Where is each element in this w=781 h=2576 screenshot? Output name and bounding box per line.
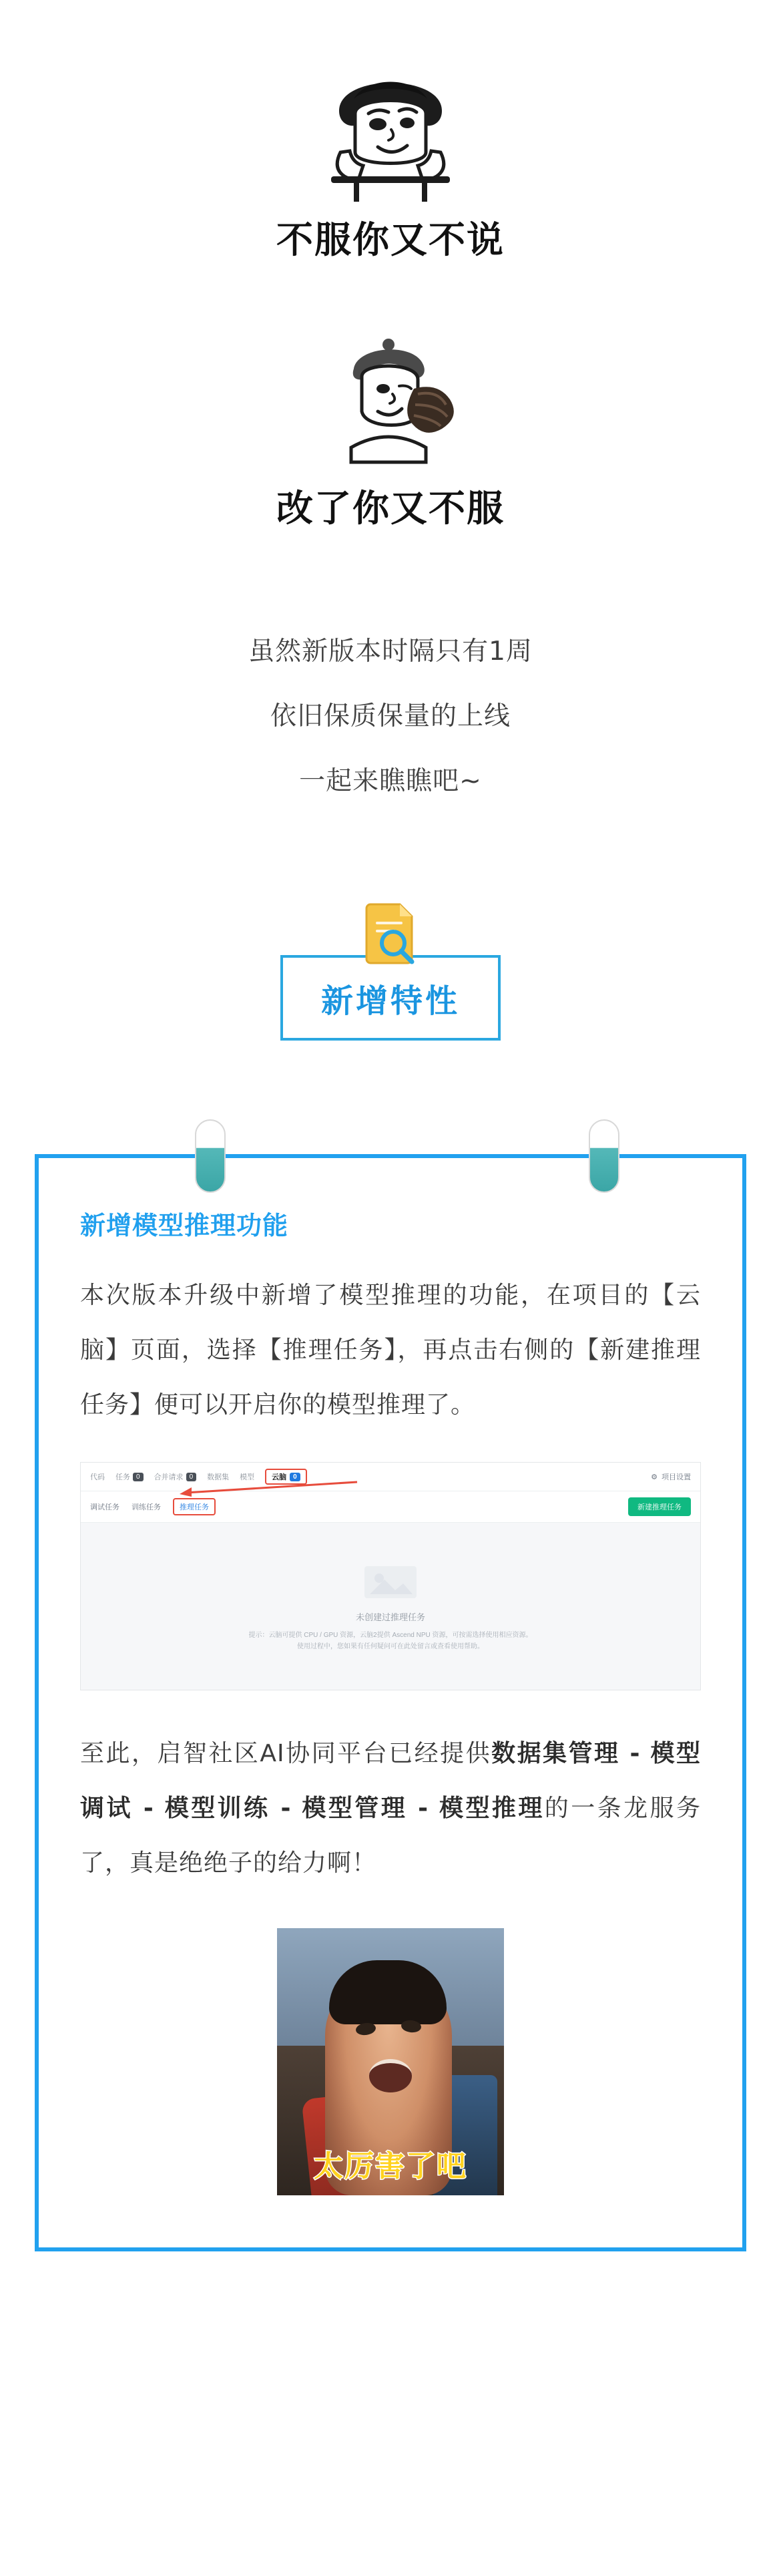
screenshot-nav-cloudbrain-badge: 0 (290, 1473, 300, 1481)
meme-image-top (314, 52, 467, 216)
screenshot-tab-debug-label: 调试任务 (90, 1503, 119, 1511)
screenshot-new-inference-task-button[interactable] (628, 1497, 691, 1516)
screenshot-tab-inference-label: 推理任务 (180, 1503, 209, 1511)
screenshot-tabbar (81, 1491, 700, 1523)
screenshot-nav-model[interactable] (240, 1471, 254, 1482)
clip-decoration-right (589, 1119, 619, 1193)
clip-decoration-left (195, 1119, 226, 1193)
intro-line-2: 依旧保质保量的上线 (270, 701, 511, 731)
screenshot-topbar (81, 1463, 700, 1491)
card-paragraph-2-bold: 数据集管理 - 模型调试 - 模型训练 - 模型管理 - 模型推理 (80, 1740, 701, 1822)
meme-block-second (0, 260, 781, 529)
screenshot-nav-pulls-label: 合并请求 (154, 1473, 184, 1481)
intro-line-3: 一起来瞧瞧吧~ (299, 766, 482, 796)
screenshot-tab-train-label: 训练任务 (132, 1503, 161, 1511)
section-title-box (280, 955, 501, 1041)
screenshot-project-settings[interactable] (651, 1471, 691, 1482)
screenshot-nav-issues-label: 任务 (115, 1473, 130, 1481)
card-paragraph-1: 本次版本升级中新增了模型推理的功能，在项目的【云脑】页面，选择【推理任务】，再点击右侧的【新建推理任务】便可以开启你的模型推理了。 (80, 1282, 701, 1419)
screenshot-new-inference-task-label: 新建推理任务 (637, 1503, 682, 1511)
meme-image-second (314, 327, 467, 484)
screenshot-nav-code[interactable] (90, 1471, 105, 1482)
feature-card (35, 1154, 746, 2251)
empty-state-note-line2-text: 使用过程中，您如果有任何疑问可在此处留言或查看使用帮助。 (296, 1642, 484, 1650)
meme-mouth (369, 2059, 412, 2092)
card-paragraph-2-prefix: 至此，启智社区AI协同平台已经提供 (80, 1740, 492, 1767)
screenshot-nav-cloudbrain-label: 云脑 (272, 1473, 287, 1481)
screenshot-nav-issues-badge: 0 (133, 1473, 144, 1481)
bottom-meme-wrapper (80, 1928, 701, 2195)
screenshot-nav-dataset[interactable] (207, 1471, 229, 1482)
section-title: 新增特性 (320, 982, 460, 1020)
screenshot-nav-model-label: 模型 (240, 1473, 255, 1481)
bottom-meme-image (277, 1928, 504, 2195)
product-screenshot (80, 1462, 701, 1690)
intro-line-1: 虽然新版本时隔只有1周 (248, 636, 533, 667)
empty-state-note-line1: 提示：云脑可提供 CPU / GPU 资源，云脑2提供 Ascend NPU 资源，可按需选择使用相应资源。 (248, 1631, 533, 1639)
screenshot-tab-debug[interactable] (90, 1501, 119, 1512)
empty-state-text: 未创建过推理任务 (355, 1612, 425, 1622)
screenshot-nav-cloudbrain[interactable] (265, 1469, 307, 1485)
meme-block-top (0, 0, 781, 260)
card-title: 新增模型推理功能 (80, 1211, 289, 1240)
empty-state-note (248, 1630, 532, 1652)
screenshot-nav-pulls[interactable] (154, 1471, 197, 1482)
screenshot-project-settings-label: 项目设置 (662, 1473, 691, 1481)
screenshot-nav-pulls-badge: 0 (186, 1473, 197, 1481)
screenshot-empty-state (81, 1523, 700, 1690)
screenshot-nav-code-label: 代码 (90, 1473, 105, 1481)
feature-card-wrapper (35, 1154, 746, 2251)
screenshot-tab-train[interactable] (132, 1501, 161, 1512)
empty-state-icon (360, 1561, 421, 1604)
card-paragraph-2 (80, 1726, 701, 1891)
section-header (0, 899, 781, 1041)
meme-caption-top: 不服你又不说 (276, 218, 505, 261)
card-paragraph-2-suffix: 的一条龙服务了，真是绝绝子的给力啊！ (80, 1795, 701, 1877)
meme-caption-second: 改了你又不服 (276, 486, 505, 530)
intro-text (0, 619, 781, 813)
screenshot-tab-inference[interactable] (173, 1498, 216, 1515)
bottom-meme-caption: 太厉害了吧 (314, 2149, 467, 2183)
empty-state-note-line2 (248, 1641, 532, 1652)
screenshot-nav-issues[interactable] (115, 1471, 144, 1482)
document-search-icon (358, 899, 423, 967)
gear-icon: ⚙ (651, 1473, 658, 1481)
screenshot-nav-dataset-label: 数据集 (207, 1473, 230, 1481)
